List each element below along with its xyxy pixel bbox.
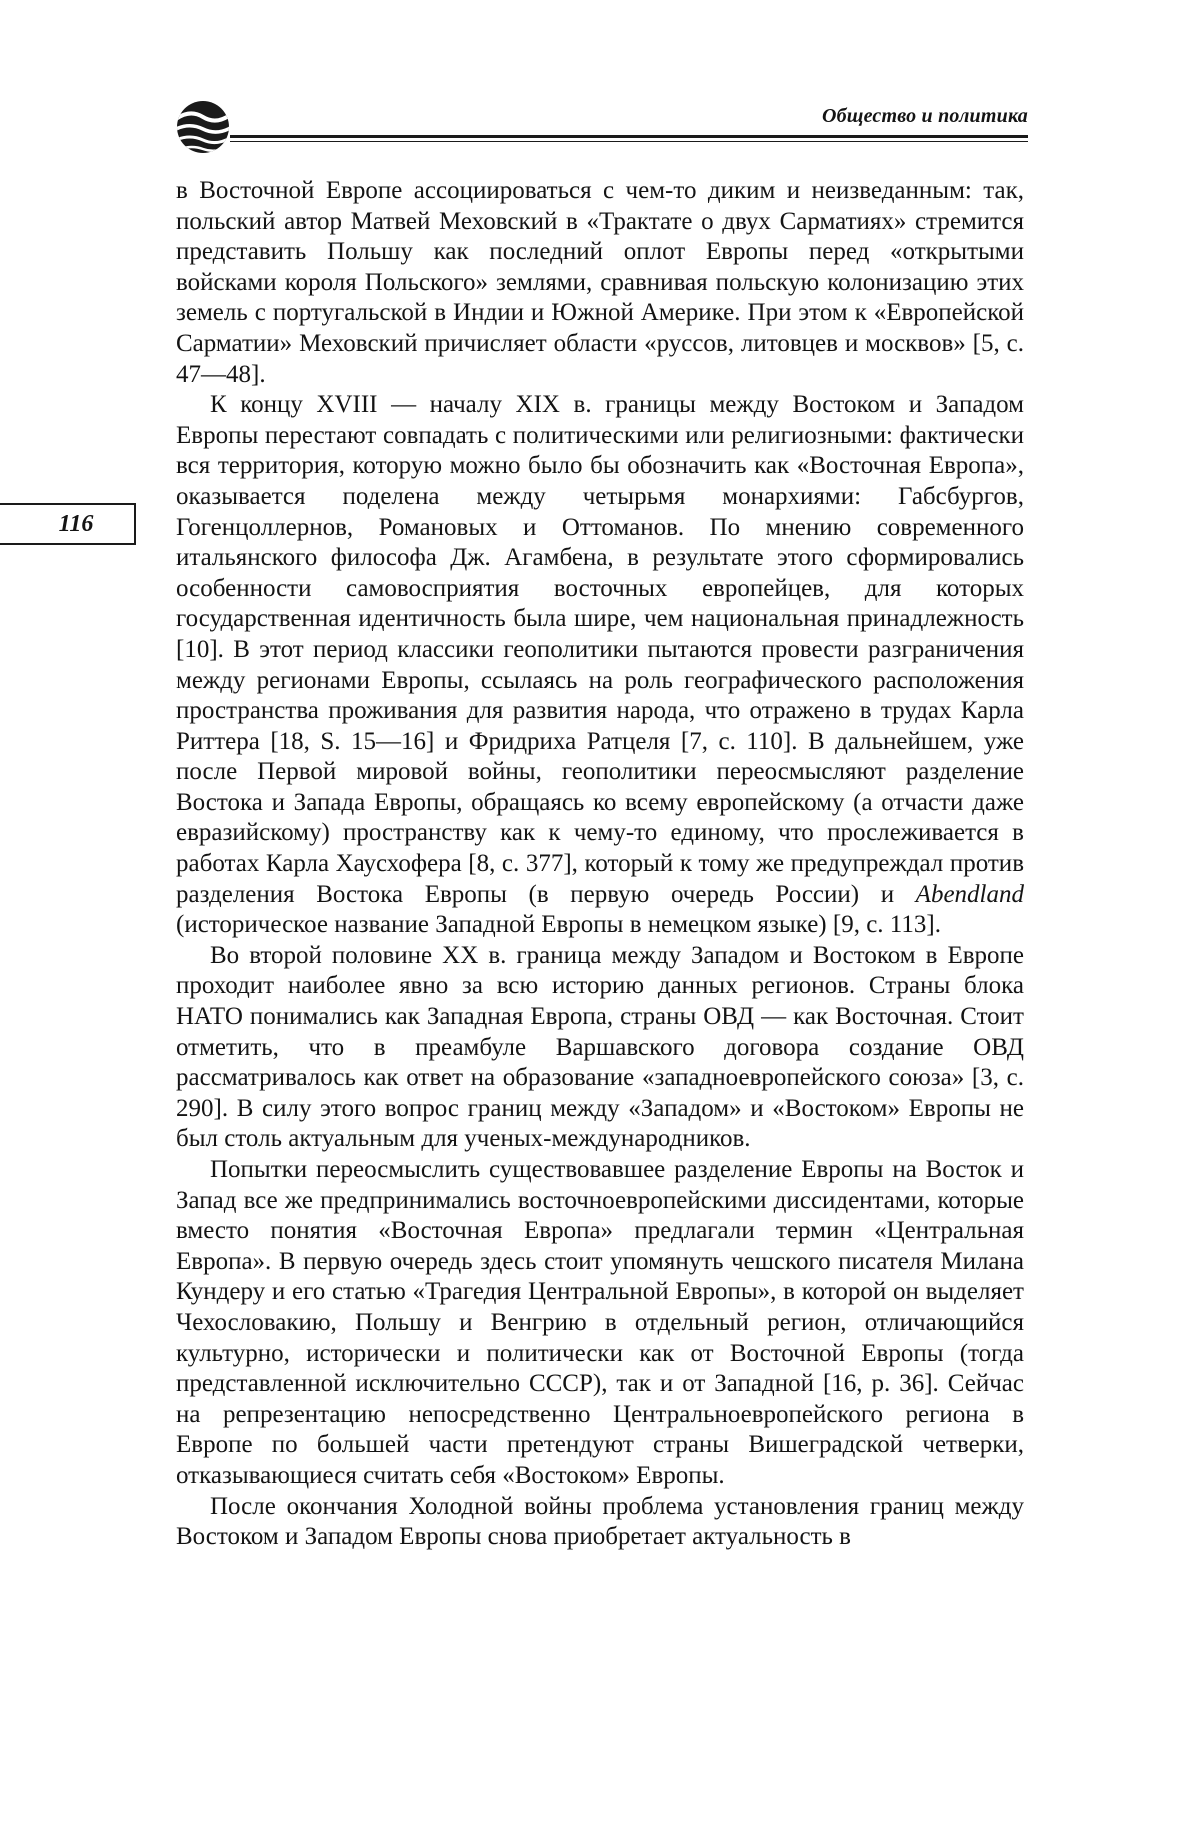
- paragraph-2: К концу XVIII — началу XIX в. границы между Востоком и Западом Европы перестают совпадать с политическими или религиозными: фактически вся территория, которую можно было бы обозначить как «Восточная Европа», оказывается поделена между четырьмя монархиями: Габсбургов, Гогенцоллернов, Романовых и Оттоманов. По мнению современного итальянского философа Дж. Агамбена, в результате этого сформировались особенности самовосприятия восточных европейцев, для которых государственная идентичность была шире, чем национальная принадлежность [10]. В этот период классики геополитики пытаются провести разграничения между регионами Европы, ссылаясь на роль географического расположения пространства проживания для развития народа, что отражено в трудах Карла Риттера [18, S. 15—16] и Фридриха Ратцеля [7, с. 110]. В дальнейшем, уже после Первой мировой войны, геополитики переосмысляют разделение Востока и Запада Европы, обращаясь ко всему европейскому (а отчасти даже евразийскому) пространству как к чему-то единому, что прослеживается в работах Карла Хаусхофера [8, с. 377], который к тому же предупреждал против разделения Востока Европы (в первую очередь России) и Abendland (историческое название Западной Европы в немецком языке) [9, с. 113].: [176, 391, 1024, 939]
- running-header: [172, 95, 1028, 155]
- journal-wave-logo-icon: [172, 99, 234, 155]
- foreign-term: Abendland: [915, 880, 1024, 908]
- paragraph-4: Попытки переосмыслить существовавшее разделение Европы на Восток и Запад все же предпринимались восточноевропейскими диссидентами, которые вместо понятия «Восточная Европа» предлагали термин «Центральная Европа». В первую очередь здесь стоит упомянуть чешского писателя Милана Кундеру и его статью «Трагедия Центральной Европы», в которой он выделяет Чехословакию, Польшу и Венгрию в отдельный регион, отличающийся культурно, исторически и политически как от Восточной Европы (тогда представленной исключительно СССР), так и от Западной [16, p. 36]. Сейчас на репрезентацию непосредственно Центральноевропейского региона в Европе по большей части претендуют страны Вишеградской четверки, отказывающиеся считать себя «Востоком» Европы.: [176, 1156, 1024, 1489]
- paragraph-3: Во второй половине XX в. граница между Западом и Востоком в Европе проходит наиболее явно за всю историю данных регионов. Страны блока НАТО понимались как Западная Европа, страны ОВД — как Восточная. Стоит отметить, что в преамбуле Варшавского договора создание ОВД рассматривалось как ответ на образование «западноевропейского союза» [3, с. 290]. В силу этого вопрос границ между «Западом» и «Востоком» Европы не был столь актуальным для ученых-международников.: [176, 941, 1024, 1153]
- page-number-tab: [0, 503, 136, 545]
- article-body: [176, 176, 1024, 1553]
- section-title: Общество и политика: [821, 105, 1028, 127]
- header-rule-thick: [230, 135, 1028, 138]
- paragraph-5: После окончания Холодной войны проблема установления границ между Востоком и Западом Европы снова приобретает актуальность в: [176, 1492, 1024, 1551]
- header-rule-thin: [230, 141, 1028, 142]
- paragraph-1: в Восточной Европе ассоциироваться с чем-то диким и неизведанным: так, польский автор Матвей Меховский в «Трактате о двух Сарматиях» стремится представить Польшу как последний оплот Европы перед «открытыми войсками короля Польского» землями, сравнивая польскую колонизацию этих земель с португальской в Индии и Южной Америке. При этом к «Европейской Сарматии» Меховский причисляет области «руссов, литовцев и москвов» [5, с. 47—48].: [176, 177, 1024, 388]
- page-number: 116: [58, 510, 94, 537]
